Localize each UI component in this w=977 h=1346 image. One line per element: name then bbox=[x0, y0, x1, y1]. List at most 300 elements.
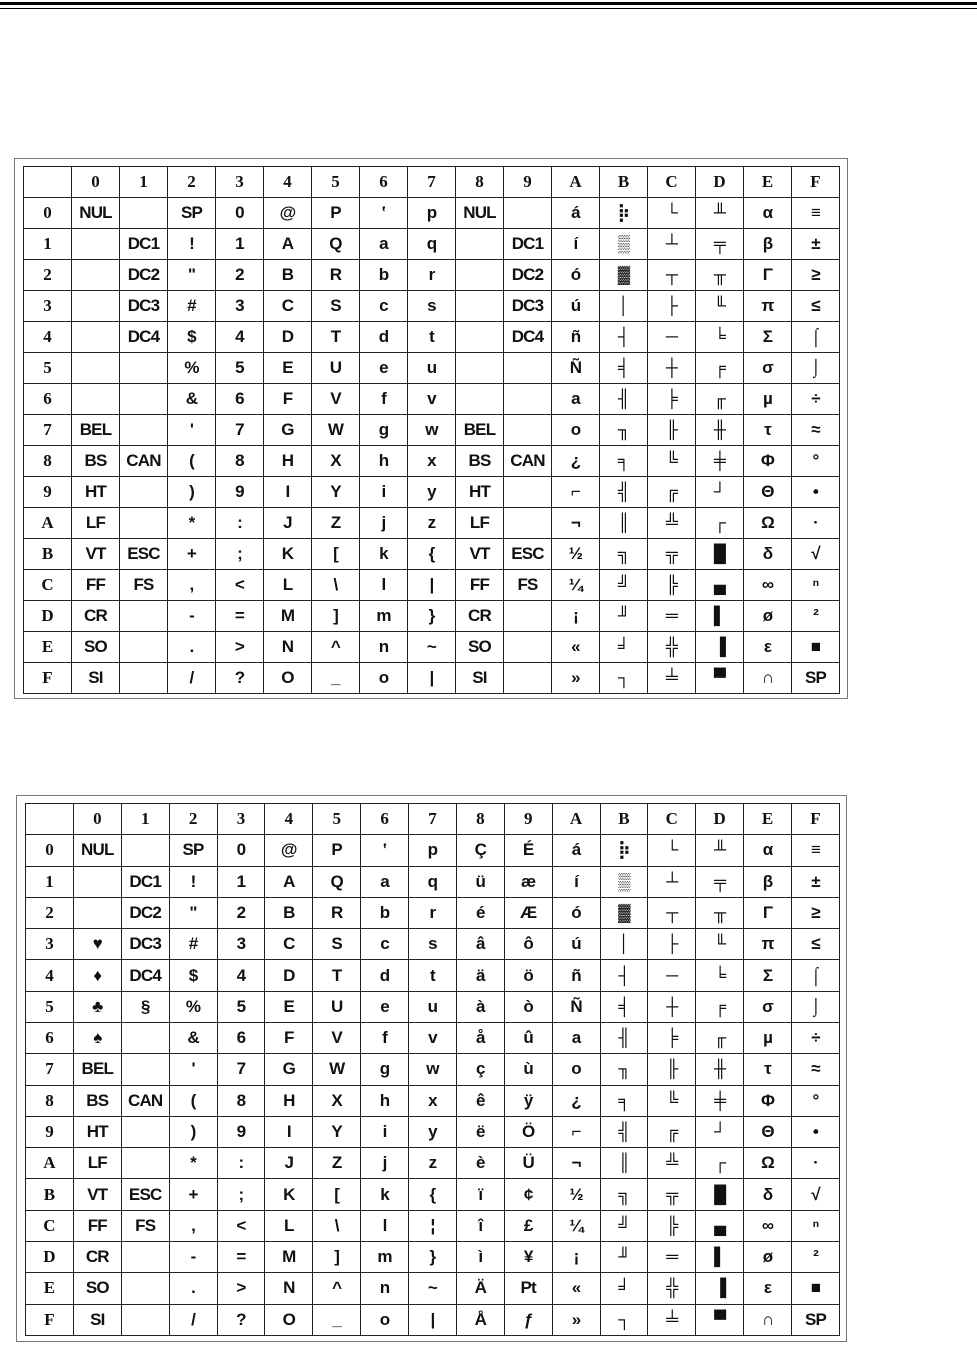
char-cell: R bbox=[312, 260, 360, 291]
char-cell: ⌐ bbox=[552, 1116, 600, 1147]
char-cell: å bbox=[456, 1022, 504, 1053]
char-cell: y bbox=[409, 1116, 457, 1147]
char-cell: ▌ bbox=[696, 601, 744, 632]
char-cell bbox=[121, 1241, 169, 1272]
row-header: 2 bbox=[26, 897, 74, 928]
char-cell: ╓ bbox=[696, 384, 744, 415]
row-header: 8 bbox=[24, 446, 72, 477]
char-cell: [ bbox=[313, 1179, 361, 1210]
char-cell: o bbox=[552, 1054, 600, 1085]
char-cell: ▄ bbox=[696, 570, 744, 601]
char-cell: @ bbox=[265, 835, 313, 866]
char-cell: l bbox=[361, 1210, 409, 1241]
char-cell: B bbox=[264, 260, 312, 291]
char-cell: ó bbox=[552, 897, 600, 928]
char-cell: ║ bbox=[600, 508, 648, 539]
row-header: 3 bbox=[24, 291, 72, 322]
char-cell: ┐ bbox=[600, 1304, 648, 1336]
char-cell: NUL bbox=[456, 198, 504, 229]
column-header: C bbox=[648, 804, 696, 835]
char-cell: CR bbox=[73, 1241, 121, 1272]
column-header: E bbox=[744, 804, 792, 835]
char-cell: FS bbox=[121, 1210, 169, 1241]
char-cell: p bbox=[408, 198, 456, 229]
char-cell: G bbox=[265, 1054, 313, 1085]
char-cell bbox=[504, 601, 552, 632]
char-cell: ┌ bbox=[696, 508, 744, 539]
row-header: 3 bbox=[26, 929, 74, 960]
char-cell: ╗ bbox=[600, 1179, 648, 1210]
char-cell: ╒ bbox=[696, 991, 744, 1022]
char-cell: ≈ bbox=[792, 1054, 840, 1085]
char-cell: a bbox=[552, 384, 600, 415]
char-cell: ⌡ bbox=[792, 353, 840, 384]
char-cell bbox=[72, 260, 120, 291]
char-cell: CAN bbox=[504, 446, 552, 477]
char-cell: ╪ bbox=[696, 1085, 744, 1116]
char-cell: J bbox=[264, 508, 312, 539]
column-header: 0 bbox=[72, 167, 120, 198]
char-cell: $ bbox=[168, 322, 216, 353]
char-cell: ╬ bbox=[648, 632, 696, 663]
column-header: 2 bbox=[169, 804, 217, 835]
char-cell: α bbox=[744, 835, 792, 866]
char-cell: e bbox=[360, 353, 408, 384]
char-cell: C bbox=[265, 929, 313, 960]
row-header: F bbox=[24, 663, 72, 694]
char-cell: ┼ bbox=[648, 353, 696, 384]
char-cell: x bbox=[408, 446, 456, 477]
char-cell: A bbox=[265, 866, 313, 897]
char-cell: √ bbox=[792, 1179, 840, 1210]
row-header: 0 bbox=[24, 198, 72, 229]
char-cell: ø bbox=[744, 601, 792, 632]
char-cell: a bbox=[361, 866, 409, 897]
char-cell: ╣ bbox=[600, 477, 648, 508]
row-header: C bbox=[26, 1210, 74, 1241]
char-cell: 8 bbox=[217, 1085, 265, 1116]
char-cell bbox=[121, 835, 169, 866]
char-cell: SP bbox=[169, 835, 217, 866]
char-cell: ╚ bbox=[648, 446, 696, 477]
char-cell: ╥ bbox=[696, 260, 744, 291]
char-cell: § bbox=[121, 991, 169, 1022]
char-cell: CR bbox=[72, 601, 120, 632]
char-cell: k bbox=[361, 1179, 409, 1210]
char-cell: 1 bbox=[217, 866, 265, 897]
table-row bbox=[26, 897, 840, 928]
char-cell: / bbox=[169, 1304, 217, 1336]
table-row bbox=[24, 384, 840, 415]
char-cell: SI bbox=[72, 663, 120, 694]
char-cell bbox=[73, 866, 121, 897]
char-cell: , bbox=[169, 1210, 217, 1241]
char-cell: ° bbox=[792, 1085, 840, 1116]
table-row bbox=[26, 991, 840, 1022]
char-cell: • bbox=[792, 477, 840, 508]
char-cell: < bbox=[217, 1210, 265, 1241]
char-cell: è bbox=[456, 1148, 504, 1179]
char-cell bbox=[121, 1273, 169, 1304]
char-cell: ~ bbox=[409, 1273, 457, 1304]
char-cell: Y bbox=[312, 477, 360, 508]
char-cell: S bbox=[313, 929, 361, 960]
char-cell: █ bbox=[696, 539, 744, 570]
char-cell bbox=[504, 384, 552, 415]
char-cell: BEL bbox=[72, 415, 120, 446]
char-cell: Ü bbox=[504, 1148, 552, 1179]
char-cell: ⌠ bbox=[792, 322, 840, 353]
char-cell: NUL bbox=[72, 198, 120, 229]
char-cell: HT bbox=[73, 1116, 121, 1147]
header-row bbox=[24, 167, 840, 198]
char-cell: CAN bbox=[121, 1085, 169, 1116]
char-cell: ° bbox=[792, 446, 840, 477]
char-cell: | bbox=[409, 1304, 457, 1336]
table-row bbox=[24, 260, 840, 291]
char-cell: ù bbox=[504, 1054, 552, 1085]
char-cell: · bbox=[792, 508, 840, 539]
char-cell: ü bbox=[456, 866, 504, 897]
char-cell: ─ bbox=[648, 960, 696, 991]
char-cell: ╜ bbox=[600, 601, 648, 632]
char-cell: = bbox=[216, 601, 264, 632]
char-cell: à bbox=[456, 991, 504, 1022]
char-cell: 4 bbox=[217, 960, 265, 991]
char-cell: v bbox=[409, 1022, 457, 1053]
table-row bbox=[26, 960, 840, 991]
char-cell: V bbox=[312, 384, 360, 415]
char-cell: ⌠ bbox=[792, 960, 840, 991]
char-cell: f bbox=[360, 384, 408, 415]
char-cell: ¿ bbox=[552, 446, 600, 477]
table-row bbox=[24, 446, 840, 477]
char-cell: δ bbox=[744, 1179, 792, 1210]
char-cell bbox=[504, 477, 552, 508]
char-cell: LF bbox=[72, 508, 120, 539]
char-cell: δ bbox=[744, 539, 792, 570]
char-cell: ╨ bbox=[696, 835, 744, 866]
char-cell: SP bbox=[792, 1304, 840, 1336]
char-cell: DC1 bbox=[121, 866, 169, 897]
row-header: 2 bbox=[24, 260, 72, 291]
char-cell: VT bbox=[72, 539, 120, 570]
char-cell: \ bbox=[313, 1210, 361, 1241]
char-cell: E bbox=[265, 991, 313, 1022]
char-cell: HT bbox=[72, 477, 120, 508]
char-cell bbox=[120, 508, 168, 539]
char-cell: 9 bbox=[216, 477, 264, 508]
char-cell: ! bbox=[169, 866, 217, 897]
char-cell: ñ bbox=[552, 960, 600, 991]
char-cell: ÿ bbox=[504, 1085, 552, 1116]
char-cell: k bbox=[360, 539, 408, 570]
char-cell: ≥ bbox=[792, 897, 840, 928]
char-cell: b bbox=[360, 260, 408, 291]
char-cell bbox=[456, 229, 504, 260]
char-cell: û bbox=[504, 1022, 552, 1053]
char-cell: ÷ bbox=[792, 1022, 840, 1053]
row-header: B bbox=[26, 1179, 74, 1210]
char-cell bbox=[120, 353, 168, 384]
char-cell: T bbox=[312, 322, 360, 353]
char-cell: Å bbox=[456, 1304, 504, 1336]
char-cell: DC4 bbox=[504, 322, 552, 353]
char-cell: P bbox=[312, 198, 360, 229]
column-header: B bbox=[600, 804, 648, 835]
char-cell: 7 bbox=[217, 1054, 265, 1085]
column-header: 9 bbox=[504, 167, 552, 198]
char-cell: ó bbox=[552, 260, 600, 291]
column-header: 7 bbox=[408, 167, 456, 198]
char-cell: ] bbox=[313, 1241, 361, 1272]
char-cell: L bbox=[264, 570, 312, 601]
char-cell: w bbox=[408, 415, 456, 446]
char-cell: ╛ bbox=[600, 632, 648, 663]
char-cell: I bbox=[264, 477, 312, 508]
char-cell: ╫ bbox=[696, 415, 744, 446]
char-cell: ┴ bbox=[648, 229, 696, 260]
column-header: 4 bbox=[265, 804, 313, 835]
char-cell: ( bbox=[168, 446, 216, 477]
char-cell bbox=[120, 415, 168, 446]
char-cell: J bbox=[265, 1148, 313, 1179]
char-cell: ┬ bbox=[648, 897, 696, 928]
char-cell: 8 bbox=[216, 446, 264, 477]
char-cell: I bbox=[265, 1116, 313, 1147]
char-cell: ( bbox=[169, 1085, 217, 1116]
char-cell: ≥ bbox=[792, 260, 840, 291]
char-cell: + bbox=[169, 1179, 217, 1210]
char-cell: s bbox=[409, 929, 457, 960]
char-cell: DC3 bbox=[504, 291, 552, 322]
char-cell: ! bbox=[168, 229, 216, 260]
char-cell: ESC bbox=[120, 539, 168, 570]
char-cell: 2 bbox=[216, 260, 264, 291]
char-cell bbox=[120, 198, 168, 229]
char-cell: ⁿ bbox=[792, 570, 840, 601]
char-cell: • bbox=[792, 1116, 840, 1147]
char-cell: ; bbox=[217, 1179, 265, 1210]
char-cell: ñ bbox=[552, 322, 600, 353]
row-header: 5 bbox=[24, 353, 72, 384]
char-cell: ? bbox=[216, 663, 264, 694]
table-row bbox=[24, 229, 840, 260]
column-header: 1 bbox=[120, 167, 168, 198]
char-cell: ╚ bbox=[648, 1085, 696, 1116]
char-cell: S bbox=[312, 291, 360, 322]
char-cell: ■ bbox=[792, 632, 840, 663]
char-cell: K bbox=[265, 1179, 313, 1210]
char-cell: ä bbox=[456, 960, 504, 991]
table-row bbox=[24, 632, 840, 663]
char-cell: b bbox=[361, 897, 409, 928]
char-cell: P bbox=[313, 835, 361, 866]
row-header: 6 bbox=[26, 1022, 74, 1053]
char-cell: á bbox=[552, 198, 600, 229]
table-row bbox=[24, 508, 840, 539]
char-cell: ╠ bbox=[648, 570, 696, 601]
row-header: 5 bbox=[26, 991, 74, 1022]
char-cell: ¬ bbox=[552, 508, 600, 539]
char-cell: FS bbox=[504, 570, 552, 601]
char-cell: ╣ bbox=[600, 1116, 648, 1147]
char-cell: ╤ bbox=[696, 866, 744, 897]
char-cell: M bbox=[264, 601, 312, 632]
char-cell: ╩ bbox=[648, 508, 696, 539]
char-cell: Ω bbox=[744, 1148, 792, 1179]
char-cell bbox=[456, 291, 504, 322]
table-row bbox=[26, 1022, 840, 1053]
char-cell: ¦ bbox=[409, 1210, 457, 1241]
char-cell: ∞ bbox=[744, 1210, 792, 1241]
char-cell: # bbox=[168, 291, 216, 322]
char-cell bbox=[456, 260, 504, 291]
char-cell: Ä bbox=[456, 1273, 504, 1304]
char-cell: X bbox=[313, 1085, 361, 1116]
table-row bbox=[24, 477, 840, 508]
char-cell: DC4 bbox=[120, 322, 168, 353]
char-cell bbox=[120, 601, 168, 632]
char-cell: ╢ bbox=[600, 1022, 648, 1053]
char-cell: ESC bbox=[121, 1179, 169, 1210]
char-cell: Pt bbox=[504, 1273, 552, 1304]
corner-cell bbox=[26, 804, 74, 835]
table-row bbox=[26, 866, 840, 897]
char-cell: ▐ bbox=[696, 632, 744, 663]
char-cell: ½ bbox=[552, 1179, 600, 1210]
char-cell: ┐ bbox=[600, 663, 648, 694]
char-cell: ≡ bbox=[792, 835, 840, 866]
char-cell: ┬ bbox=[648, 260, 696, 291]
char-cell: 2 bbox=[217, 897, 265, 928]
column-header: 8 bbox=[456, 167, 504, 198]
char-cell: ▐ bbox=[696, 1273, 744, 1304]
char-cell: ╝ bbox=[600, 1210, 648, 1241]
char-cell: } bbox=[408, 601, 456, 632]
char-cell: ú bbox=[552, 291, 600, 322]
table-row bbox=[24, 198, 840, 229]
char-cell: A bbox=[264, 229, 312, 260]
char-cell: ┌ bbox=[696, 1148, 744, 1179]
char-cell bbox=[504, 632, 552, 663]
char-cell: p bbox=[409, 835, 457, 866]
char-cell bbox=[72, 291, 120, 322]
char-cell: Æ bbox=[504, 897, 552, 928]
char-cell: ö bbox=[504, 960, 552, 991]
char-cell: ┘ bbox=[696, 477, 744, 508]
char-cell: ╒ bbox=[696, 353, 744, 384]
char-cell: . bbox=[169, 1273, 217, 1304]
column-header: 9 bbox=[504, 804, 552, 835]
column-header: 1 bbox=[121, 804, 169, 835]
char-cell bbox=[72, 384, 120, 415]
column-header: C bbox=[648, 167, 696, 198]
char-cell: N bbox=[265, 1273, 313, 1304]
char-cell: ½ bbox=[552, 539, 600, 570]
char-cell bbox=[73, 897, 121, 928]
char-cell: ╡ bbox=[600, 353, 648, 384]
table-row bbox=[24, 539, 840, 570]
char-cell: ♣ bbox=[73, 991, 121, 1022]
char-cell: Q bbox=[312, 229, 360, 260]
char-cell: U bbox=[312, 353, 360, 384]
char-cell: ▒ bbox=[600, 866, 648, 897]
char-cell: g bbox=[360, 415, 408, 446]
column-header: A bbox=[552, 167, 600, 198]
corner-cell bbox=[24, 167, 72, 198]
char-cell: d bbox=[360, 322, 408, 353]
char-cell: 6 bbox=[217, 1022, 265, 1053]
char-cell: ^ bbox=[313, 1273, 361, 1304]
char-cell: ╪ bbox=[696, 446, 744, 477]
row-header: A bbox=[26, 1148, 74, 1179]
row-header: 7 bbox=[24, 415, 72, 446]
char-cell: Ω bbox=[744, 508, 792, 539]
char-cell: C bbox=[264, 291, 312, 322]
char-cell: ╠ bbox=[648, 1210, 696, 1241]
char-cell: LF bbox=[73, 1148, 121, 1179]
char-cell: » bbox=[552, 663, 600, 694]
column-header: 6 bbox=[360, 167, 408, 198]
char-cell: ▌ bbox=[696, 1241, 744, 1272]
char-cell: 9 bbox=[217, 1116, 265, 1147]
char-cell: VT bbox=[456, 539, 504, 570]
char-cell: ╞ bbox=[648, 1022, 696, 1053]
char-cell: H bbox=[265, 1085, 313, 1116]
char-cell: ± bbox=[792, 866, 840, 897]
char-cell: ╫ bbox=[696, 1054, 744, 1085]
char-cell: { bbox=[409, 1179, 457, 1210]
char-cell: ╝ bbox=[600, 570, 648, 601]
char-cell: > bbox=[216, 632, 264, 663]
char-cell: ╬ bbox=[648, 1273, 696, 1304]
char-cell: n bbox=[361, 1273, 409, 1304]
char-cell: j bbox=[360, 508, 408, 539]
row-header: E bbox=[26, 1273, 74, 1304]
char-cell: FF bbox=[73, 1210, 121, 1241]
table-row bbox=[26, 1241, 840, 1272]
char-cell: FS bbox=[120, 570, 168, 601]
char-cell: ╦ bbox=[648, 539, 696, 570]
char-cell: K bbox=[264, 539, 312, 570]
table-row bbox=[24, 291, 840, 322]
char-cell: F bbox=[265, 1022, 313, 1053]
char-cell: / bbox=[168, 663, 216, 694]
char-cell: ø bbox=[744, 1241, 792, 1272]
char-cell: O bbox=[265, 1304, 313, 1336]
char-cell bbox=[121, 1148, 169, 1179]
char-cell: _ bbox=[313, 1304, 361, 1336]
char-cell: ╘ bbox=[696, 322, 744, 353]
table-row bbox=[26, 1085, 840, 1116]
char-cell: ² bbox=[792, 601, 840, 632]
char-cell: π bbox=[744, 929, 792, 960]
char-cell: ? bbox=[217, 1304, 265, 1336]
char-cell: ╙ bbox=[696, 291, 744, 322]
header-row bbox=[26, 804, 840, 835]
char-cell: ¢ bbox=[504, 1179, 552, 1210]
char-cell: ┘ bbox=[696, 1116, 744, 1147]
char-cell: σ bbox=[744, 991, 792, 1022]
char-cell: └ bbox=[648, 835, 696, 866]
char-cell: { bbox=[408, 539, 456, 570]
char-cell: ┼ bbox=[648, 991, 696, 1022]
char-cell: FF bbox=[456, 570, 504, 601]
char-cell: w bbox=[409, 1054, 457, 1085]
char-cell: æ bbox=[504, 866, 552, 897]
char-cell: CAN bbox=[120, 446, 168, 477]
